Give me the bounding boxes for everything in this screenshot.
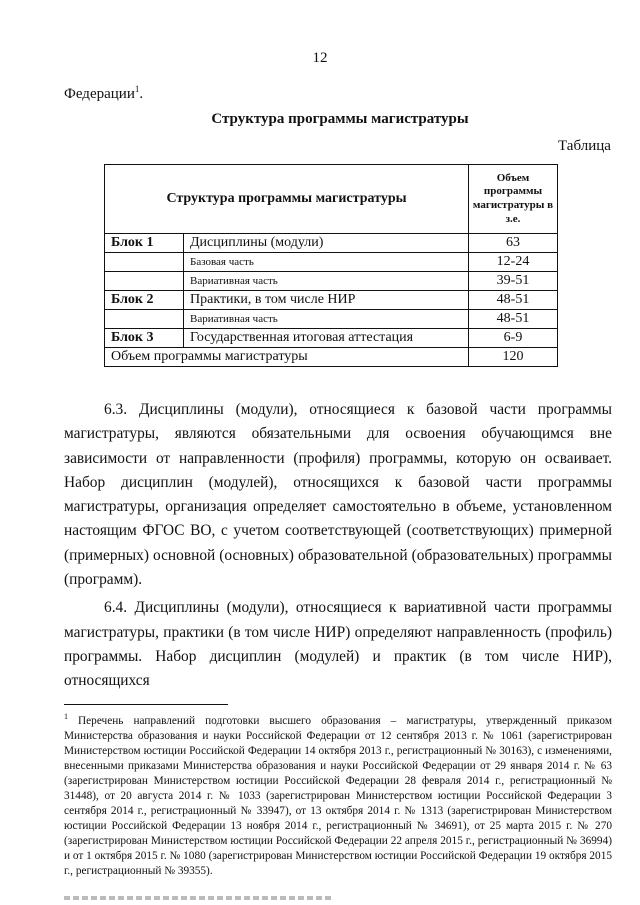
lead-word: Федерации$^1$. <box>64 84 144 102</box>
footnote <box>64 709 612 879</box>
table-row <box>105 329 558 348</box>
header-volume: Объем программы магистратуры в з.е. <box>469 165 558 234</box>
block-label: Блок 1 <box>105 234 184 253</box>
footnote-separator <box>64 704 228 705</box>
block-label <box>105 310 184 329</box>
table-row <box>105 291 558 310</box>
paragraph-6-4: 6.4. Дисциплины (модули), относящиеся к вариативной части программы магистратуры, практики (в том числе НИР) определяют направленность (профиль) программы. Набор дисциплин (модулей) и практик (в том числе НИР), относящихся <box>64 599 612 690</box>
table-total-row <box>105 348 558 367</box>
row-name: Вариативная часть <box>184 272 469 291</box>
header-structure: Структура программы магистратуры <box>105 165 469 234</box>
row-volume: 48-51 <box>469 291 558 310</box>
table-row <box>105 253 558 272</box>
table-title: Структура программы магистратуры <box>211 111 469 127</box>
page-footer-marks <box>64 896 334 900</box>
body-text <box>64 398 612 694</box>
row-volume: 39-51 <box>469 272 558 291</box>
paragraph-6-3: 6.3. Дисциплины (модули), относящиеся к базовой части программы магистратуры, являются обязательными для освоения обучающимся вне зависимости от направленности (профиля) программы, которую он осваивает. Набор дисциплин (модулей), относящихся к базовой части программы магистратуры, организация определяет самостоятельно в объеме, установленном настоящим ФГОС ВО, с учетом соответствующей (соответствующих) примерной (примерных) основной (основных) образовательной (образовательных) программы (программ). <box>64 401 612 589</box>
row-volume: 12-24 <box>469 253 558 272</box>
program-structure-table-body <box>105 165 558 367</box>
footnote-text: Перечень направлений подготовки высшего образования – магистратуры, утвержденный приказом Министерства образования и науки Российской Федерации от 12 сентября 2013 г. № 1061 (зарегистрирован Министерством юстиции Российской Федерации 14 октября 2013 г., регистрационный № 30163), с изменениями, внесенными приказами Министерства образования и науки Российской Федерации от 29 января 2014 г. № 63 (зарегистрирован Министерством юстиции Российской Федерации 28 февраля 2014 г., регистрационный № 31448), от 20 августа 2014 г. № 1033 (зарегистрирован Министерством юстиции Российской Федерации 3 сентября 2014 г., регистрационный № 33947), от 13 октября 2014 г. № 1313 (зарегистрирован Министерством юстиции Российской Федерации 13 ноября 2014 г., регистрационный № 34691), от 25 марта 2015 г. № 270 (зарегистрирован Министерством юстиции Российской Федерации 22 апреля 2015 г., регистрационный № 36994) и от 1 октября 2015 г. № 1080 (зарегистрирован Министерством юстиции Российской Федерации 19 октября 2015 г., регистрационный № 39355). <box>64 714 612 877</box>
table-row <box>105 272 558 291</box>
table-row <box>105 234 558 253</box>
total-value: 120 <box>469 348 558 367</box>
page-number: 12 <box>312 50 328 66</box>
row-name: Базовая часть <box>184 253 469 272</box>
footnote-ref: 1 <box>134 84 140 94</box>
row-name: Практики, в том числе НИР <box>184 291 469 310</box>
block-label: Блок 3 <box>105 329 184 348</box>
program-structure-table <box>104 164 558 367</box>
row-volume: 63 <box>469 234 558 253</box>
row-volume: 48-51 <box>469 310 558 329</box>
row-name: Дисциплины (модули) <box>184 234 469 253</box>
block-label <box>105 272 184 291</box>
row-name: Вариативная часть <box>184 310 469 329</box>
lead-word-text: Федерации <box>64 86 135 102</box>
table-row <box>105 310 558 329</box>
table-caption: Таблица <box>558 138 611 154</box>
block-label <box>105 253 184 272</box>
footnote-mark: 1 <box>64 712 68 721</box>
row-name: Государственная итоговая аттестация <box>184 329 469 348</box>
total-label: Объем программы магистратуры <box>105 348 469 367</box>
table-header-row <box>105 165 558 234</box>
row-volume: 6-9 <box>469 329 558 348</box>
block-label: Блок 2 <box>105 291 184 310</box>
